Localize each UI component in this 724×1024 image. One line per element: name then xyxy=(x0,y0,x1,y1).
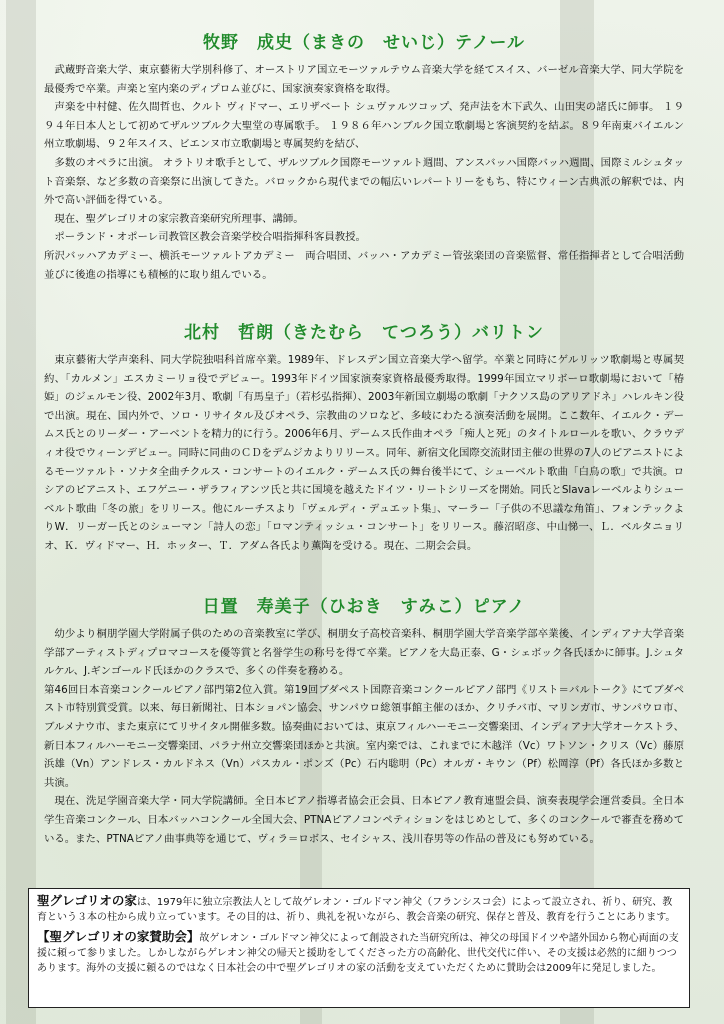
bio-hioki xyxy=(44,592,684,848)
section-title: 牧野 成史（まきの せいじ）テノール xyxy=(203,33,525,53)
footer-lead-gregorio: 聖グレゴリオの家 xyxy=(37,893,137,908)
footer-info-box xyxy=(28,888,690,1008)
bio-paragraph: 現在、聖グレゴリオの家宗教音楽研究所理事、講師。 xyxy=(54,212,304,225)
bio-paragraph: 所沢バッハアカデミー、横浜モーツァルトアカデミー 両合唱団、バッハ・アカデミー管弦楽団の音楽監督、常任指揮者として合唱活動並びに後進の指導にも積極的に取り組んでいる。 xyxy=(44,249,684,281)
bio-paragraph: 多数のオペラに出演。 オラトリオ歌手として、ザルツブルク国際モーツァルト週間、アンスバッハ国際バッハ週間、国際ミルシュタット音楽祭、など多数の音楽祭に出演してきた。バロックから現代までの幅広いレパートリーをもち、特にウィーン古典派の解釈では、内外で高い評価を得ている。 xyxy=(44,156,684,207)
section-title: 北村 哲朗（きたむら てつろう）バリトン xyxy=(184,323,544,343)
bio-paragraph: 幼少より桐朋学園大学附属子供のための音楽教室に学び、桐朋女子高校音楽科、桐朋学園大学音楽学部卒業後、インディアナ大学音楽学部アーティストディプロマコースを優等賞と名誉学生の称号を得て卒業。ピアノを大島正泰、G・シェボック各氏ほかに師事。J.シュタルケル、J.ギンゴールド氏ほかのクラスで、多くの伴奏を務める。 xyxy=(44,628,684,678)
bio-paragraph: 現在、洗足学園音楽大学・同大学院講師。全日本ピアノ指導者協会正会員、日本ピアノ教育連盟会員、演奏表現学会運営委員。全日本学生音楽コンクール、日本バッハコンクール全国大会、PTNAピアノコンペティションをはじめとして、多くのコンクールで審査を務めている。また、PTNAピアノ曲事典等を通じて、ヴィラ＝ロボス、セイシャス、浅川春男等の作品の普及にも努めている。 xyxy=(44,795,684,845)
bio-makino xyxy=(44,28,684,284)
section-title: 日置 寿美子（ひおき すみこ）ピアノ xyxy=(202,597,526,617)
bio-paragraph: 東京藝術大学声楽科、同大学院独唱科首席卒業。1989年、ドレスデン国立音楽大学へ留学。卒業と同時にゲルリッツ歌劇場と専属契約、「カルメン」エスカミーリョ役でデビュー。1993年ドイツ国家演奏家資格最優秀取得。1999年国立マリボーロ歌劇場において「椿姫」のジェルモン役、2002年3月、歌劇「有馬皇子」（若杉弘指揮）、2003年新国立劇場の歌劇「ナクソス島のアリアドネ」ハレルキン役で出演。現在、国内外で、ソロ・リサイタル及びオペラ、宗教曲のソロなど、多岐にわたる演奏活動を展開。ここ数年、イエルク・デームス氏とのリーダー・アーベントを精力的に行う。2006年6月、デームス氏作曲オペラ「痴人と死」のタイトルロールを歌い、クラウディオ役でウィーンデビュー。同時に同曲のＣＤをデムジカよりリリース。同年、新宿文化国際交流財団主催の世界の7人のピアニストによるモーツァルト・ソナタ全曲チクルス・コンサートのイエルク・デームス氏の舞台後半にて、シューベルト歌曲「白鳥の歌」で共演。ロシアのピアニスト、エフゲニー・ザラフィアンツ氏と共に国境を越えたドイツ・リートシリーズを開始。同氏とSlavaレーベルよりシューベルト歌曲「冬の旅」をリリース。他にルーチスより「ヴェルディ・デュエット集」、マーラー「子供の不思議な角笛」、フォンテックよりW．リーガー氏とのシューマン「詩人の恋」「ロマンティッシュ・コンサート」をリリース。藤沼昭彦、中山悌一、Ｌ．ベルタニョリオ、Ｋ．ヴィドマー、Ｈ．ホッター、Ｔ．アダム各氏より薫陶を受ける。現在、二期会会員。 xyxy=(44,354,684,552)
bio-paragraph: 第46回日本音楽コンクールピアノ部門第2位入賞。第19回ブダペスト国際音楽コンクールピアノ部門《リスト＝バルトーク》にてブダペスト市特別賞受賞。以来、毎日新聞社、日本ショパン協会、サンパウロ総領事館主催のほか、クリチバ市、マリンガ市、サンパウロ市、ブルメナウ市、また東京にてリサイタル開催多数。協奏曲においては、東京フィルハーモニー交響楽団、インディアナ大学オーケストラ、新日本フィルハーモニー交響楽団、パラナ州立交響楽団ほかと共演。室内楽では、これまでに木越洋（Vc）ワトソン・クリス（Vc）藤原浜雄（Vn）アンドレス・カルドネス（Vn）パスカル・ポンズ（Pc）石内聡明（Pc）オルガ・キウン（Pf）松岡淳（Pf）各氏ほか多数と共演。 xyxy=(44,683,684,789)
bio-paragraph: 声楽を中村健、佐久間哲也、クルト ヴィドマー、エリザベート シュヴァルツコップ、発声法を木下武久、山田実の諸氏に師事。 １９９４年日本人として初めてザルツブルク大聖堂の専属歌手。 １９８６年ハンブルク国立歌劇場と客演契約を結ぶ。８９年南東バイエルン州立歌劇場、９２年スイス、ビエンヌ市立歌劇場と専属契約を結び、 xyxy=(44,101,684,151)
footer-lead-support: 【聖グレゴリオの家賛助会】 xyxy=(37,929,200,944)
footer-paragraph-support xyxy=(37,929,681,976)
bio-paragraph: 武蔵野音楽大学、東京藝術大学別科修了、オーストリア国立モーツァルテウム音楽大学を経てスイス、バーゼル音楽大学、同大学院を最優秀で卒業。声楽と室内楽のディプロム並びに、国家演奏家資格を取得。 xyxy=(44,64,684,95)
bio-paragraph: ポーランド・オポーレ司教管区教会音楽学校合唱指揮科客員教授。 xyxy=(54,231,366,244)
footer-text-about: は、1979年に独立宗教法人として故ゲレオン・ゴルドマン神父（フランシスコ会）によって設立され、祈り、研究、教育という３本の柱から成り立っています。その目的は、祈り、典礼を祝いながら、教会音楽の研究、保存と普及、教育を行うことにあります。 xyxy=(37,897,676,923)
footer-text-support: 故ゲレオン・ゴルドマン神父によって創設された当研究所は、神父の母国ドイツや諸外国から物心両面の支援に頼って参りました。しかしながらゲレオン神父の帰天と援助をしてくださった方の高齢化、世代交代に伴い、その支援は必然的に細りつつあります。海外の支援に頼るのではなく日本社会の中で聖グレゴリオの家の活動を支えていただくために賛助会は2009年に発足しました。 xyxy=(37,933,679,974)
footer-paragraph-about xyxy=(37,893,681,925)
bio-kitamura xyxy=(44,318,684,556)
background-tree-trunk-left xyxy=(6,0,36,1024)
